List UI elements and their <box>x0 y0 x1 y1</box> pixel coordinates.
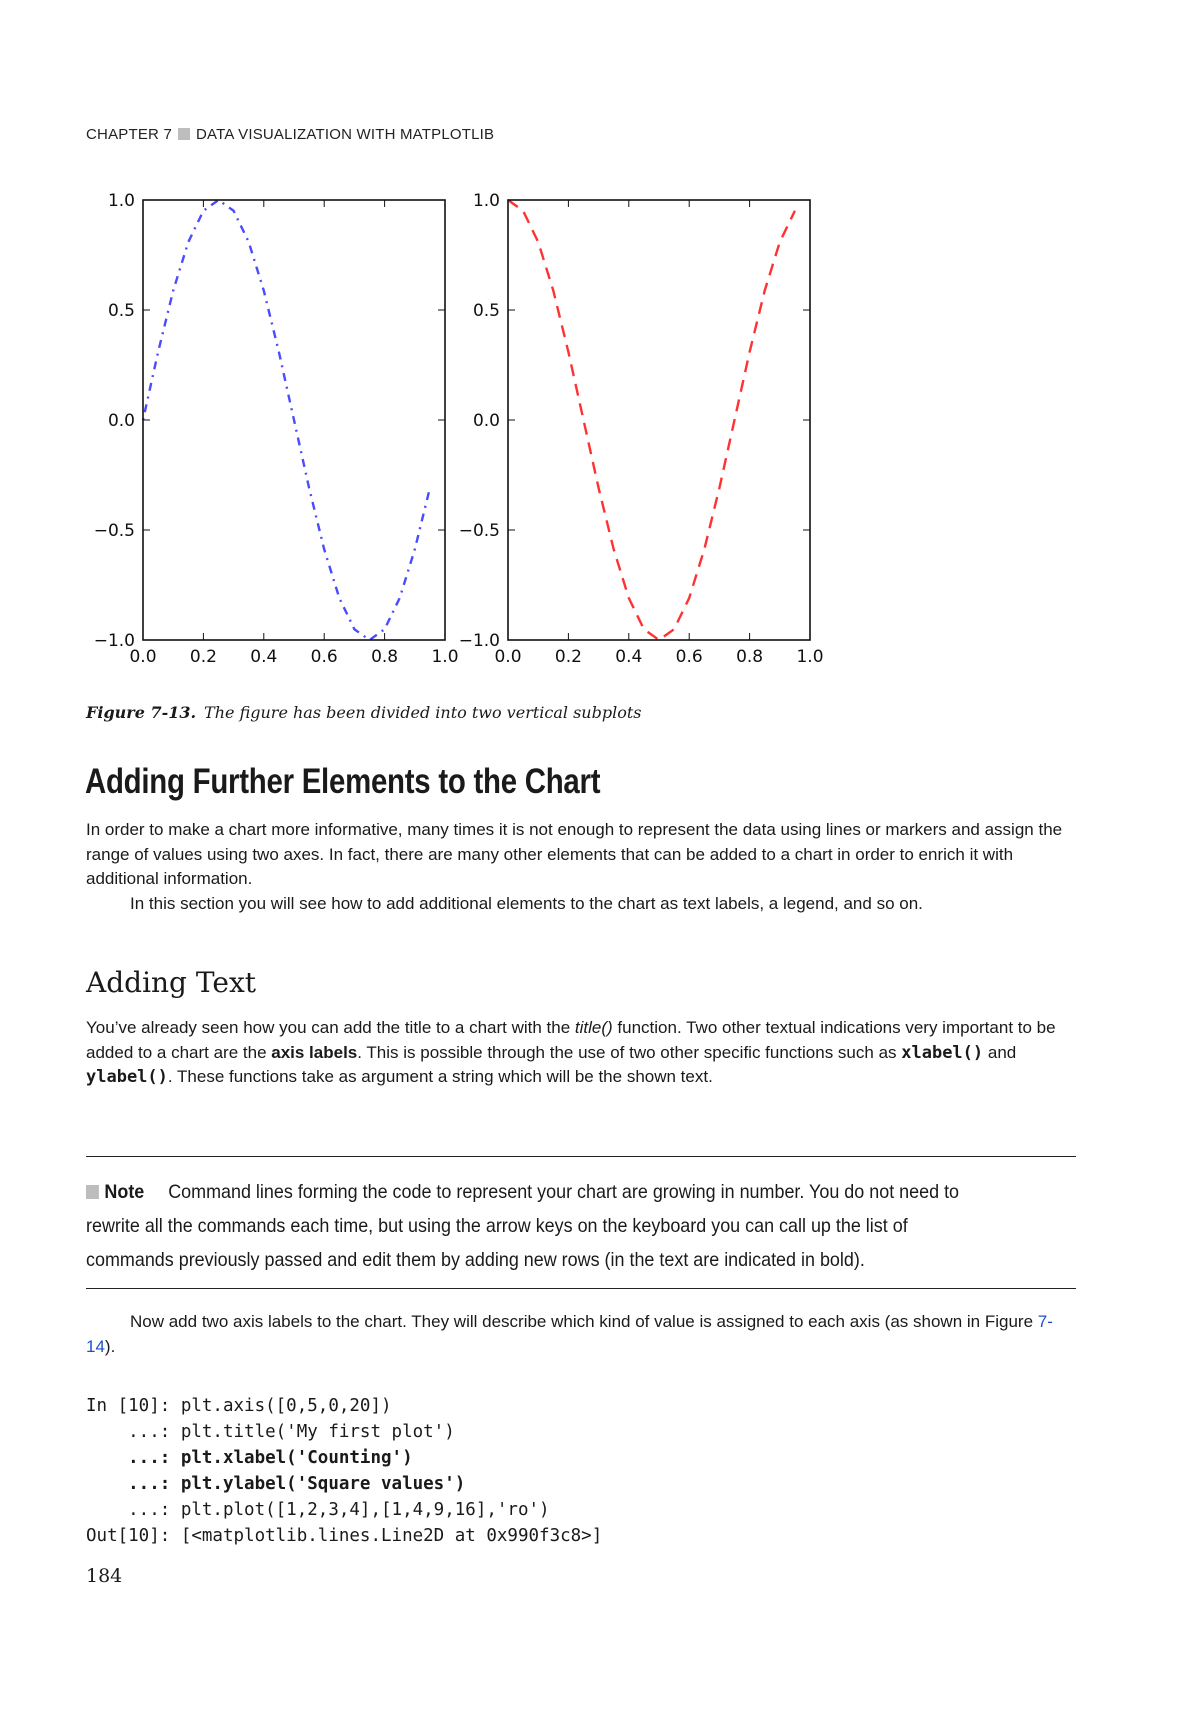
x-tick-label: 0.8 <box>736 647 764 667</box>
code-line-bold: ...: plt.ylabel('Square values') <box>86 1474 466 1494</box>
figure-caption-text: The figure has been divided into two vertical subplots <box>204 703 642 722</box>
running-header <box>86 126 494 143</box>
series-line-1 <box>508 200 795 640</box>
section-title: Adding Further Elements to the Chart <box>85 762 601 801</box>
x-tick-label: 0.2 <box>189 647 217 667</box>
code-line: In [10]: plt.axis([0,5,0,20]) <box>86 1396 392 1416</box>
y-tick-label: −0.5 <box>458 521 500 541</box>
function-ylabel: ylabel() <box>86 1067 168 1087</box>
y-tick-label: 1.0 <box>107 191 135 211</box>
plot-frame <box>508 200 810 640</box>
x-tick-label: 0.0 <box>129 647 157 667</box>
text-run: ). <box>104 1336 116 1356</box>
subplot-left <box>94 191 459 667</box>
note-label: Note <box>104 1181 145 1203</box>
code-listing <box>86 1393 602 1549</box>
paragraph-section-overview: In this section you will see how to add additional elements to the chart as text labels, a legend, and so on. <box>130 894 923 913</box>
paragraph-intro: In order to make a chart more informative, many times it is not enough to represent the data using lines or markers and assign the range of values using two axes. In fact, there are many other elements that can be added to a chart in order to enrich it with additional information. <box>86 820 1063 888</box>
note-box <box>86 1175 997 1277</box>
y-tick-label: −0.5 <box>93 521 135 541</box>
x-tick-label: 0.6 <box>310 647 338 667</box>
paragraph-axis-labels <box>86 1310 1076 1359</box>
figure-label: Figure 7-13. <box>86 703 197 722</box>
y-tick-label: 0.5 <box>107 301 135 321</box>
text-run: function. Two other textual indications very important to be added to a chart are the <box>86 1018 1056 1062</box>
y-tick-label: 0.5 <box>472 301 500 321</box>
figure-caption <box>86 703 641 722</box>
text-run: . This is possible through the use of two other specific functions such as <box>357 1042 902 1062</box>
x-tick-label: 0.4 <box>250 647 278 667</box>
page-number: 184 <box>86 1565 123 1587</box>
y-tick-label: −1.0 <box>93 631 135 651</box>
subsection-title: Adding Text <box>86 966 256 999</box>
subplot-right <box>459 191 824 667</box>
code-output-line: Out[10]: [<matplotlib.lines.Line2D at 0x990f3c8>] <box>86 1526 603 1546</box>
note-bottom-rule <box>86 1288 1076 1289</box>
code-line-bold: ...: plt.xlabel('Counting') <box>86 1448 413 1468</box>
x-tick-label: 1.0 <box>431 647 459 667</box>
x-tick-label: 0.4 <box>615 647 643 667</box>
x-tick-label: 0.0 <box>494 647 522 667</box>
text-run: You’ve already seen how you can add the title to a chart with the <box>86 1018 575 1037</box>
text-run: Now add two axis labels to the chart. They will describe which kind of value is assigned to each axis (as shown in Figure <box>130 1312 1038 1331</box>
chapter-title: DATA VISUALIZATION WITH MATPLOTLIB <box>196 126 495 143</box>
note-square-icon <box>86 1185 99 1199</box>
x-tick-label: 0.2 <box>554 647 582 667</box>
function-title: title() <box>574 1018 613 1037</box>
note-text: Command lines forming the code to represent your chart are growing in number. You do not need to rewrite all the commands each time, but using the arrow keys on the keyboard you can call up the list of commands previously passed and edit them by adding new rows (in the text are indicated in bold). <box>86 1181 960 1271</box>
x-tick-label: 1.0 <box>796 647 824 667</box>
y-tick-label: 0.0 <box>472 411 500 431</box>
series-line-1 <box>143 200 430 640</box>
note-top-rule <box>86 1156 1076 1157</box>
header-square-icon <box>178 128 190 140</box>
figure-reference-link[interactable]: 7-14 <box>86 1312 1053 1356</box>
text-run: and <box>983 1042 1017 1062</box>
y-tick-label: 1.0 <box>472 191 500 211</box>
x-tick-label: 0.8 <box>371 647 399 667</box>
chapter-label: CHAPTER 7 <box>86 126 172 143</box>
y-tick-label: −1.0 <box>458 631 500 651</box>
subplots-figure <box>80 180 840 680</box>
code-line: ...: plt.plot([1,2,3,4],[1,4,9,16],'ro') <box>86 1500 550 1520</box>
paragraph-adding-text <box>86 1016 1076 1090</box>
function-xlabel: xlabel() <box>901 1042 984 1063</box>
term-axis-labels: axis labels <box>271 1042 358 1062</box>
text-run: . These functions take as argument a string which will be the shown text. <box>167 1067 713 1086</box>
y-tick-label: 0.0 <box>107 411 135 431</box>
code-line: ...: plt.title('My first plot') <box>86 1422 455 1442</box>
x-tick-label: 0.6 <box>675 647 703 667</box>
